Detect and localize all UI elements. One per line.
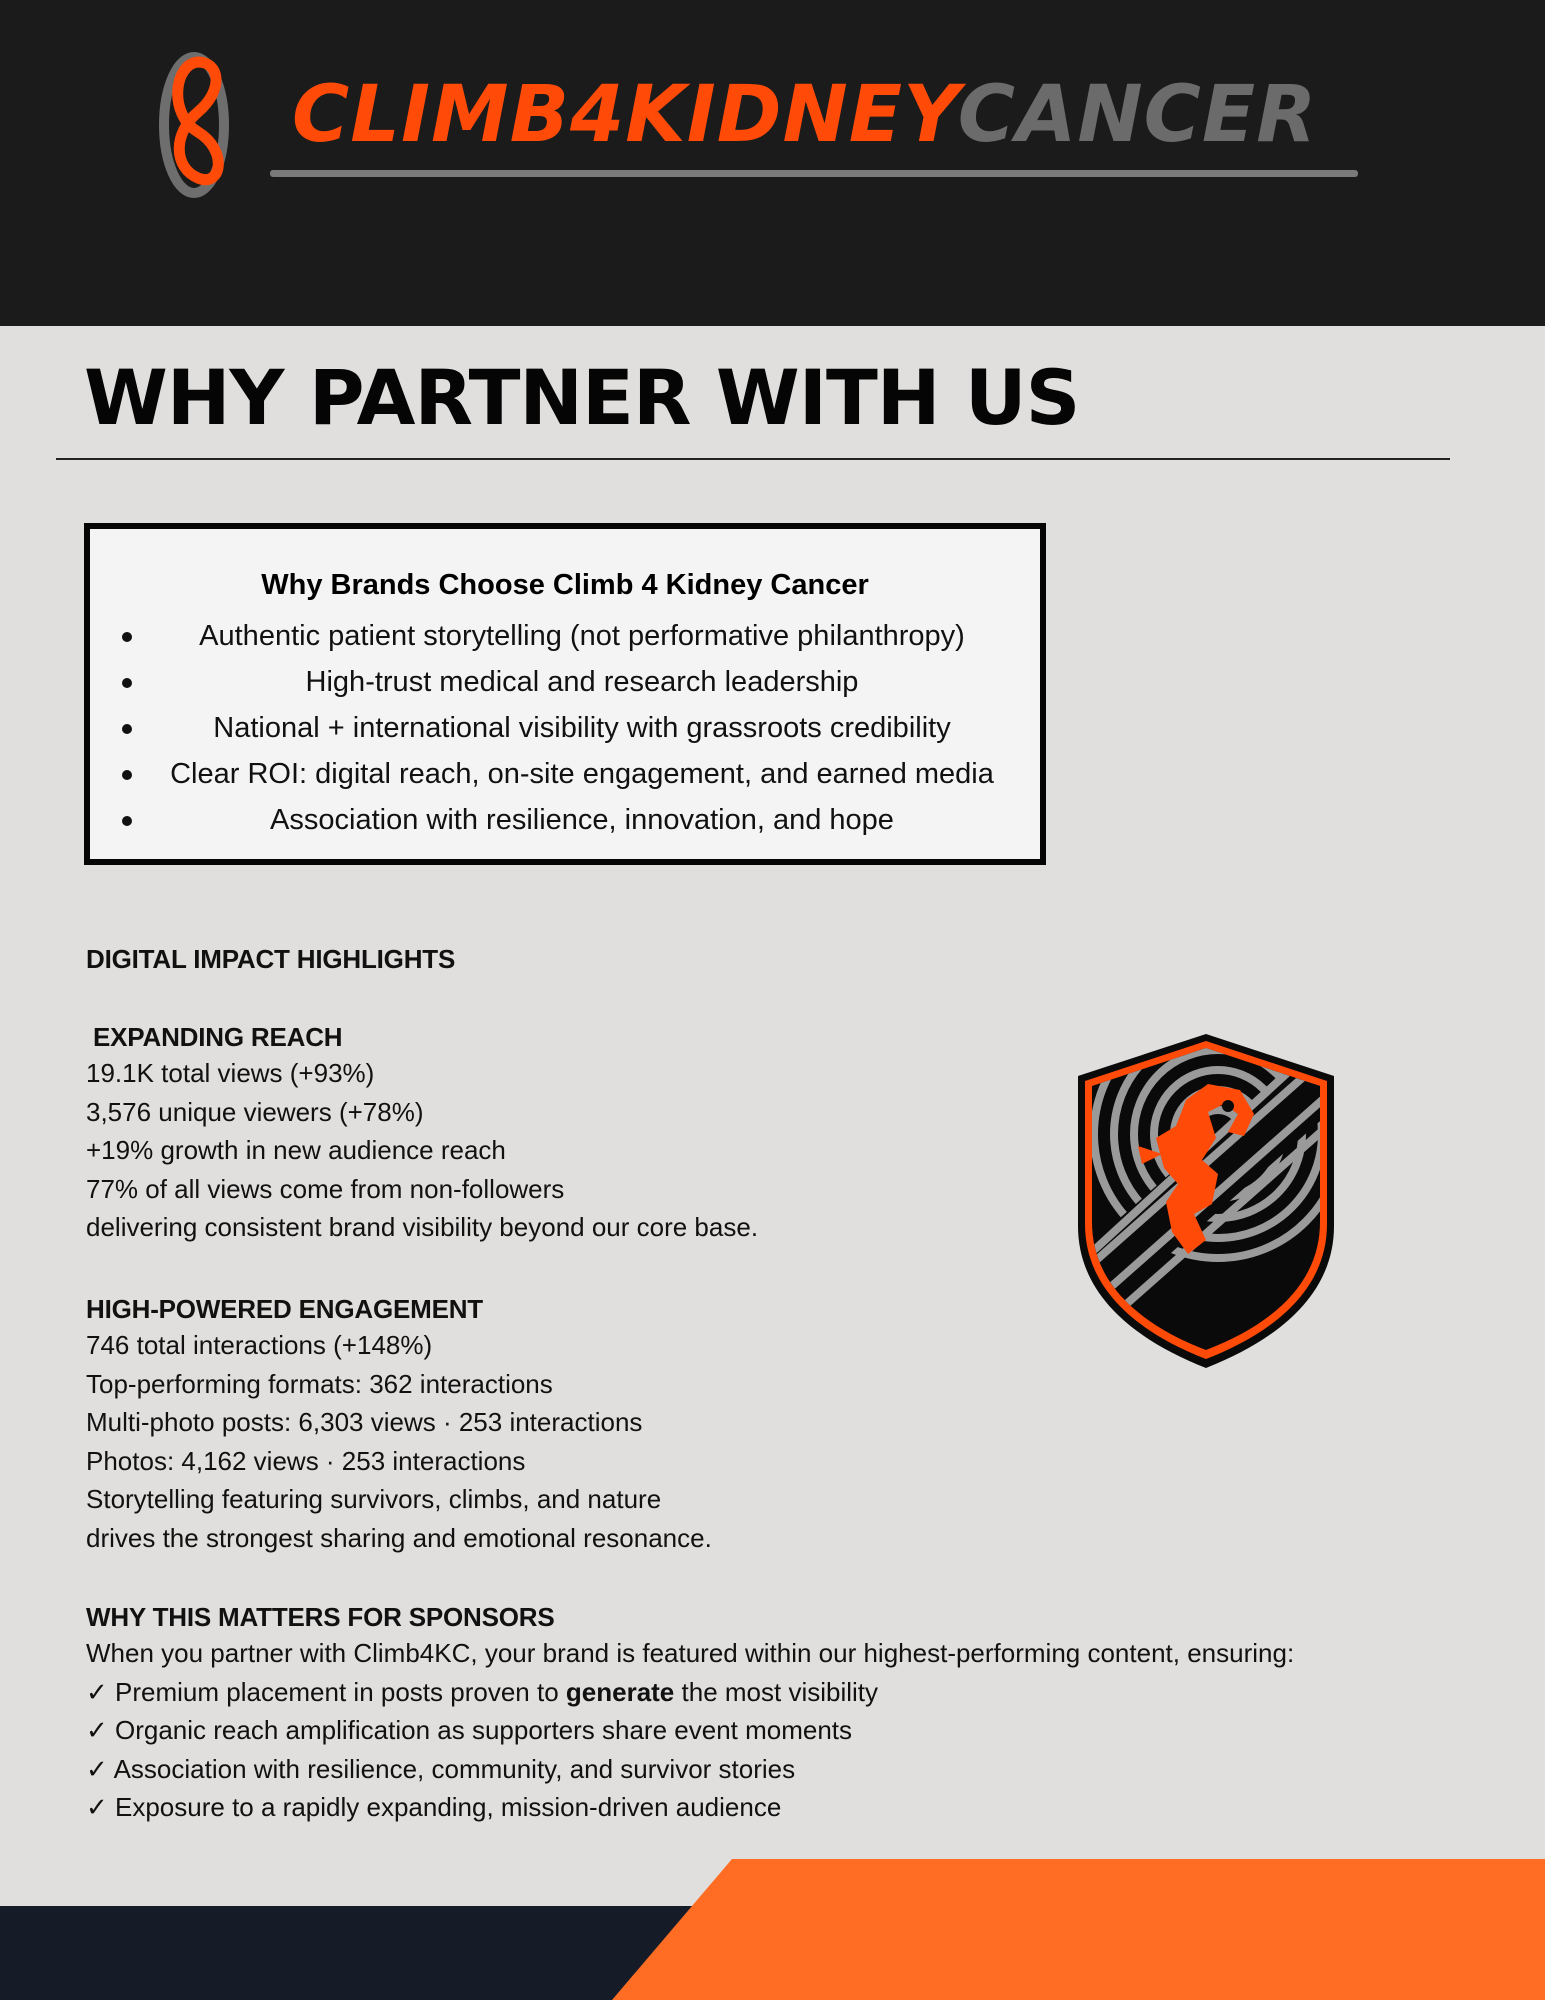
bullet-icon bbox=[122, 816, 132, 826]
logo-underline bbox=[270, 170, 1358, 177]
title-divider bbox=[56, 458, 1450, 460]
footer-navy-band bbox=[0, 1906, 1545, 2000]
callout-item-text: Association with resilience, innovation, and hope bbox=[270, 804, 894, 836]
engagement-line: Multi-photo posts: 6,303 views · 253 interactions bbox=[86, 1407, 643, 1438]
reach-line: 3,576 unique viewers (+78%) bbox=[86, 1096, 424, 1127]
callout-item-text: Clear ROI: digital reach, on-site engagement, and earned media bbox=[170, 758, 994, 790]
sponsor-benefit: ✓ Association with resilience, community, and survivor stories bbox=[86, 1753, 796, 1784]
sponsors-section bbox=[86, 1600, 1506, 1827]
callout-item-text: National + international visibility with grassroots credibility bbox=[213, 712, 951, 744]
why-brands-callout-box bbox=[84, 523, 1046, 865]
reach-line: delivering consistent brand visibility beyond our core base. bbox=[86, 1212, 759, 1243]
sponsor-benefit: ✓ Organic reach amplification as supporters share event moments bbox=[86, 1715, 853, 1746]
engagement-line: Photos: 4,162 views · 253 interactions bbox=[86, 1445, 526, 1476]
header-band bbox=[0, 0, 1545, 326]
callout-list-item bbox=[90, 613, 1040, 659]
reach-line: +19% growth in new audience reach bbox=[86, 1135, 506, 1166]
bullet-icon bbox=[122, 724, 132, 734]
engagement-heading: HIGH-POWERED ENGAGEMENT bbox=[86, 1294, 483, 1324]
sponsors-intro: When you partner with Climb4KC, your brand is featured within our highest-performing content, ensuring: bbox=[86, 1638, 1295, 1668]
digital-impact-section bbox=[86, 942, 1506, 976]
bullet-icon bbox=[122, 678, 132, 688]
benefit-text: ✓ Premium placement in posts proven to bbox=[86, 1676, 566, 1707]
engagement-line: drives the strongest sharing and emotional resonance. bbox=[86, 1522, 712, 1553]
digital-impact-heading: DIGITAL IMPACT HIGHLIGHTS bbox=[86, 944, 456, 974]
benefit-emphasis: generate bbox=[565, 1676, 675, 1707]
engagement-line: Storytelling featuring survivors, climbs, and nature bbox=[86, 1484, 662, 1515]
callout-list-item bbox=[90, 705, 1040, 751]
sponsor-benefit bbox=[86, 1673, 1506, 1712]
bullet-icon bbox=[122, 770, 132, 780]
lion-crest-icon bbox=[1068, 1034, 1344, 1368]
callout-item-text: High-trust medical and research leadership bbox=[305, 666, 859, 698]
callout-title: Why Brands Choose Climb 4 Kidney Cancer bbox=[261, 569, 869, 601]
sponsors-heading: WHY THIS MATTERS FOR SPONSORS bbox=[86, 1602, 555, 1632]
callout-list-item bbox=[90, 797, 1040, 843]
logo-wordmark bbox=[292, 70, 1318, 160]
logo-wordmark-grey: CANCER bbox=[957, 70, 1318, 160]
reach-line: 77% of all views come from non-followers bbox=[86, 1173, 565, 1204]
callout-list bbox=[90, 613, 1040, 843]
callout-list-item bbox=[90, 659, 1040, 705]
sponsor-benefit: ✓ Exposure to a rapidly expanding, mission-driven audience bbox=[86, 1792, 782, 1823]
callout-item-text: Authentic patient storytelling (not performative philanthropy) bbox=[199, 620, 965, 652]
callout-list-item bbox=[90, 751, 1040, 797]
climb4kidneycancer-logo bbox=[148, 50, 1368, 210]
logo-wordmark-orange: CLIMB4KIDNEY bbox=[292, 70, 958, 160]
engagement-line: 746 total interactions (+148%) bbox=[86, 1330, 433, 1360]
expanding-reach-heading: EXPANDING REACH bbox=[86, 1022, 343, 1052]
engagement-line: Top-performing formats: 362 interactions bbox=[86, 1368, 553, 1399]
page-title: WHY PARTNER WITH US bbox=[84, 353, 1080, 442]
reach-line: 19.1K total views (+93%) bbox=[86, 1058, 375, 1088]
infinity-ribbon-icon bbox=[148, 50, 248, 200]
bullet-icon bbox=[122, 632, 132, 642]
benefit-text: the most visibility bbox=[674, 1676, 879, 1707]
